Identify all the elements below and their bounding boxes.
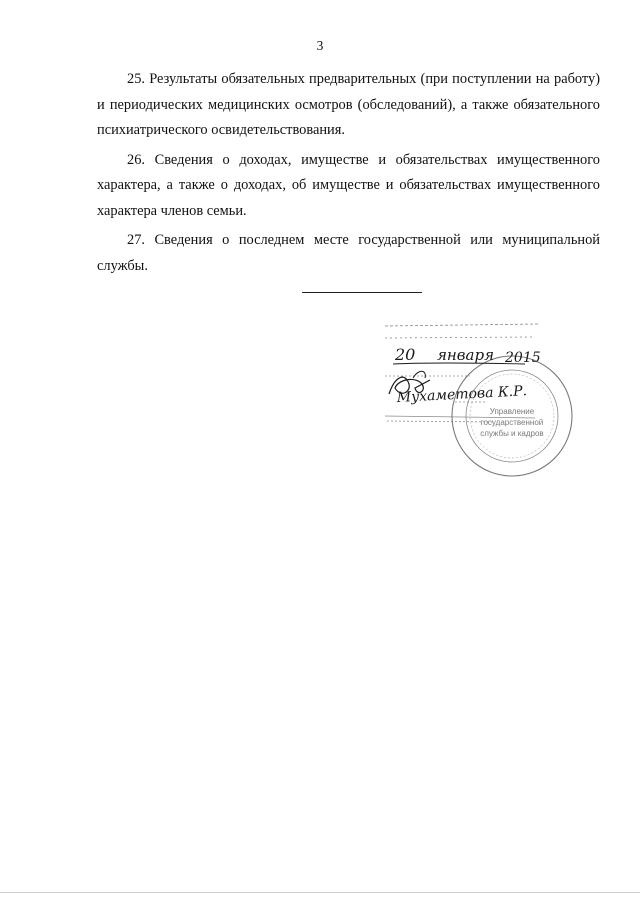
seal-line-2: государственной (480, 418, 544, 427)
date-year: 2015 (505, 350, 541, 366)
signer-name: Мухаметова К.Р. (396, 383, 528, 406)
round-seal (452, 356, 572, 476)
handwritten-date (393, 345, 541, 366)
date-month: января (437, 346, 495, 364)
approval-stamp-area (375, 318, 590, 493)
end-divider (302, 292, 422, 293)
date-day: 20 (395, 345, 416, 364)
seal-line-1: Управление (489, 407, 535, 416)
approval-stamp-graphic (375, 318, 590, 493)
list-item-27: 27. Сведения о последнем месте государственной или муниципальной службы. (97, 232, 600, 274)
page-number: 3 (316, 38, 324, 53)
document-body (97, 67, 600, 283)
list-item-26: 26. Сведения о доходах, имуществе и обязательствах имущественного характера, а также о доходах, об имуществе и обязательствах имущественного характера членов семьи. (97, 151, 600, 219)
scan-edge-line (0, 892, 640, 893)
seal-line-3: службы и кадров (480, 429, 544, 438)
list-item-25: 25. Результаты обязательных предварительных (при поступлении на работу) и периодических медицинских осмотров (обследований), а также обязательного психиатрического освидетельствования. (97, 71, 600, 138)
